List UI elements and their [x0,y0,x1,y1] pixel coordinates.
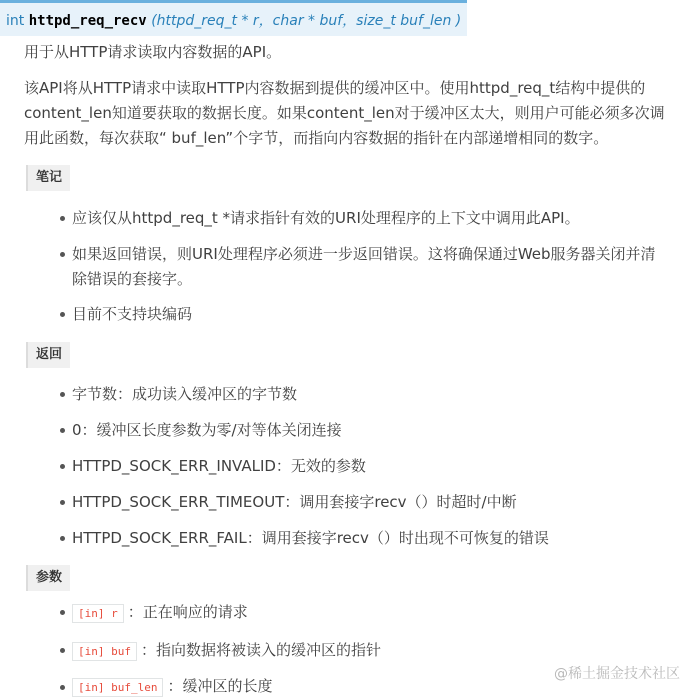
param-item: [in] r ：正在响应的请求 [58,600,248,626]
param-code: [in] r [72,604,124,623]
param-code: [in] buf [72,642,137,661]
function-signature [0,0,467,36]
function-name: httpd_req_recv [28,13,147,29]
description-line-1: 该API将从HTTP请求中读取HTTP内容数据到提供的缓冲区中。使用httpd_req_t结构中提供的 [24,79,646,97]
watermark: @稀土掘金技术社区 [554,666,680,682]
return-item: 0：缓冲区长度参数为零/对等体关闭连接 [72,421,342,439]
note-item: 目前不支持块编码 [72,305,193,323]
return-item: HTTPD_SOCK_ERR_INVALID：无效的参数 [72,457,366,475]
note-item-continued: 除错误的套接字。 [72,270,193,288]
returns-heading: 返回 [26,342,70,368]
note-item: 应该仅从httpd_req_t *请求指针有效的URI处理程序的上下文中调用此API。 [72,209,580,227]
return-item: HTTPD_SOCK_ERR_TIMEOUT：调用套接字recv（）时超时/中断 [72,493,517,511]
param-item: [in] buf ：指向数据将被读入的缓冲区的指针 [58,638,381,664]
param-item: [in] buf_len ：缓冲区的长度 [58,674,273,700]
function-params: (httpd_req_t * r，char * buf，size_t buf_len ) [151,13,462,29]
return-item: 字节数：成功读入缓冲区的字节数 [72,385,298,403]
param-code: [in] buf_len [72,678,163,697]
note-item: 如果返回错误，则URI处理程序必须进一步返回错误。这将确保通过Web服务器关闭并清 [72,245,656,263]
description-line-3: 用此函数，每次获取“ buf_len”个字节，而指向内容数据的指针在内部递增相同的数字。 [24,129,609,147]
parameters-heading: 参数 [26,565,70,591]
description-line-2: content_len知道要获取的数据长度。如果content_len对于缓冲区太大，则用户可能必须多次调 [24,104,665,122]
return-type: int [6,13,25,29]
return-item: HTTPD_SOCK_ERR_FAIL：调用套接字recv（）时出现不可恢复的错误 [72,529,549,547]
notes-heading: 笔记 [26,165,70,191]
summary-text: 用于从HTTP请求读取内容数据的API。 [24,43,282,61]
